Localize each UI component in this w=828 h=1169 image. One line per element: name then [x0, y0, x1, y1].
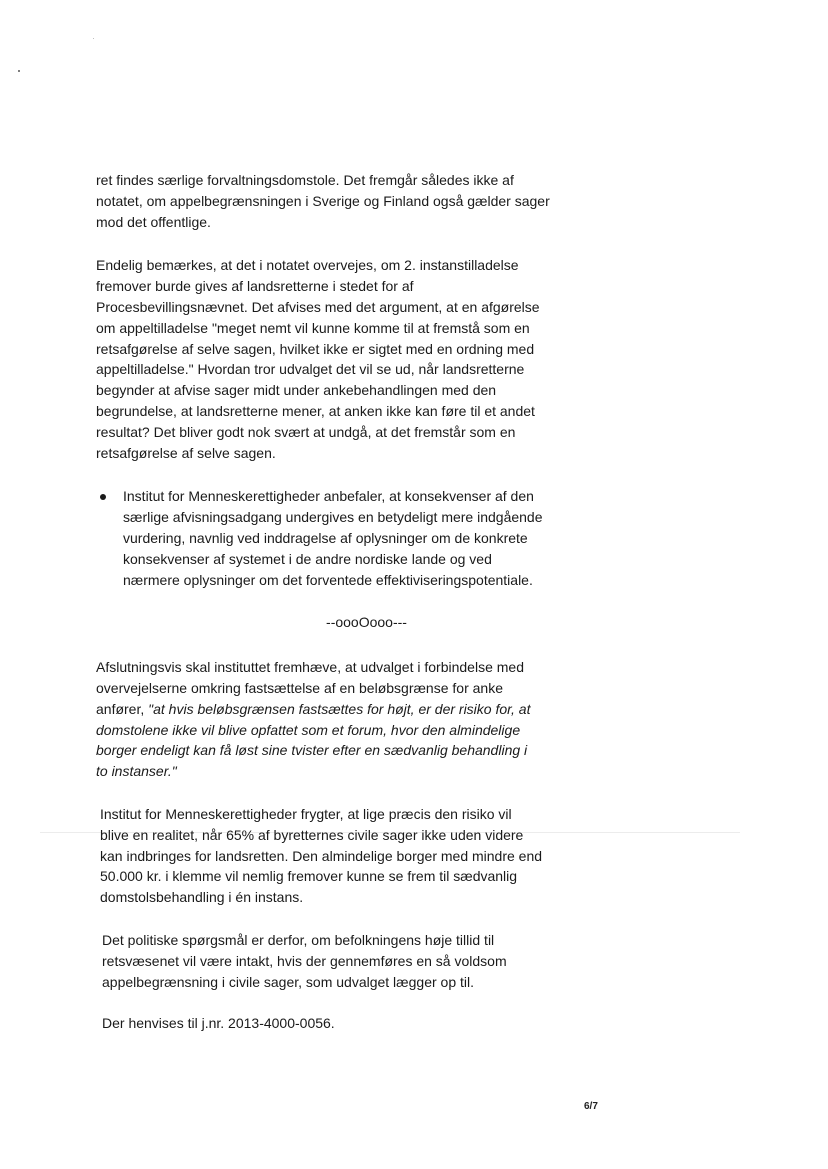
- section-divider: --oooOooo---: [326, 614, 407, 631]
- bullet-icon: [100, 494, 106, 500]
- text-line: Procesbevillingsnævnet. Det afvises med det argument, at en afgørelse: [96, 298, 540, 315]
- text-line: blive en realitet, når 65% af byretternes civile sager ikke uden videre: [100, 826, 524, 843]
- text-run: anfører,: [96, 700, 149, 717]
- page-number: 6/7: [584, 1101, 598, 1112]
- text-line: nærmere oplysninger om det forventede effektiviseringspotentiale.: [123, 571, 533, 588]
- text-line: appelbegrænsning i civile sager, som udvalget lægger op til.: [102, 973, 474, 990]
- text-line: overvejelserne omkring fastsættelse af en beløbsgrænse for anke: [96, 679, 503, 696]
- text-line: Det politiske spørgsmål er derfor, om befolkningens høje tillid til: [102, 931, 495, 948]
- scan-speck: [18, 70, 20, 72]
- text-line: Institut for Menneskerettigheder anbefaler, at konsekvenser af den: [123, 488, 534, 505]
- text-line: ret findes særlige forvaltningsdomstole. Det fremgår således ikke af: [96, 172, 514, 188]
- paragraph-reference: [102, 1013, 582, 1034]
- text-line: begrundelse, at landsretterne mener, at anken ikke kan føre til et andet: [96, 402, 535, 419]
- quote-line: to instanser.": [96, 763, 177, 780]
- paragraph-appeal-permission: [96, 255, 582, 463]
- quote-line: domstolene ikke vil blive opfattet som et forum, hvor den almindelige: [96, 721, 521, 738]
- text-line: Institut for Menneskerettigheder frygter, at lige præcis den risiko vil: [100, 805, 512, 822]
- reference-line: Der henvises til j.nr. 2013-4000-0056.: [102, 1015, 335, 1032]
- quote-run: "at hvis beløbsgrænsen fastsættes for højt, er der risiko for, at: [148, 700, 531, 717]
- text-line: retsafgørelse af selve sagen, hvilket ikke er sigtet med en ordning med: [96, 340, 535, 357]
- text-line: retsafgørelse af selve sagen.: [96, 444, 276, 461]
- paragraph-amount-limit: [96, 657, 582, 782]
- text-line: vurdering, navnlig ved inddragelse af oplysninger om de konkrete: [123, 529, 528, 546]
- text-line: om appeltilladelse "meget nemt vil kunne komme til at fremstå som en: [96, 319, 530, 336]
- paragraph-political-question: [102, 930, 582, 992]
- text-line: notatet, om appelbegrænsningen i Sverige og Finland også gælder sager: [96, 192, 550, 209]
- paragraph-institute-fears: [100, 804, 582, 908]
- text-line: appeltilladelse." Hvordan tror udvalget det vil se ud, når landsretterne: [96, 361, 525, 378]
- text-line: begynder at afvise sager midt under ankebehandlingen med den: [96, 382, 497, 399]
- text-line: 50.000 kr. i klemme vil nemlig fremover kunne se frem til sædvanlig: [100, 868, 518, 885]
- text-line: Afslutningsvis skal instituttet fremhæve, at udvalget i forbindelse med: [96, 659, 524, 676]
- text-line: domstolsbehandling i én instans.: [100, 889, 304, 906]
- recommendation-item: [96, 486, 582, 590]
- text-line: retsvæsenet vil være intakt, hvis der gennemføres en så voldsom: [102, 952, 507, 969]
- text-line: mod det offentlige.: [96, 213, 211, 230]
- paragraph-foreign-courts: [96, 170, 582, 232]
- recommendation-list: [96, 486, 582, 590]
- document-body: [96, 170, 582, 1034]
- text-line: konsekvenser af systemet i de andre nordiske lande og ved: [123, 550, 492, 567]
- text-line-mixed: [96, 699, 582, 720]
- text-line: resultat? Det bliver godt nok svært at undgå, at det fremstår som en: [96, 423, 516, 440]
- text-line: fremover burde gives af landsretterne i stedet for af: [96, 278, 414, 295]
- scan-speck: [93, 38, 94, 39]
- text-line: kan indbringes for landsretten. Den almindelige borger med mindre end: [100, 847, 543, 864]
- text-line: Endelig bemærkes, at det i notatet overvejes, om 2. instanstilladelse: [96, 257, 519, 274]
- text-line: særlige afvisningsadgang undergives en betydeligt mere indgående: [123, 509, 543, 526]
- quote-line: borger endeligt kan få løst sine tvister efter en sædvanlig behandling i: [96, 742, 528, 759]
